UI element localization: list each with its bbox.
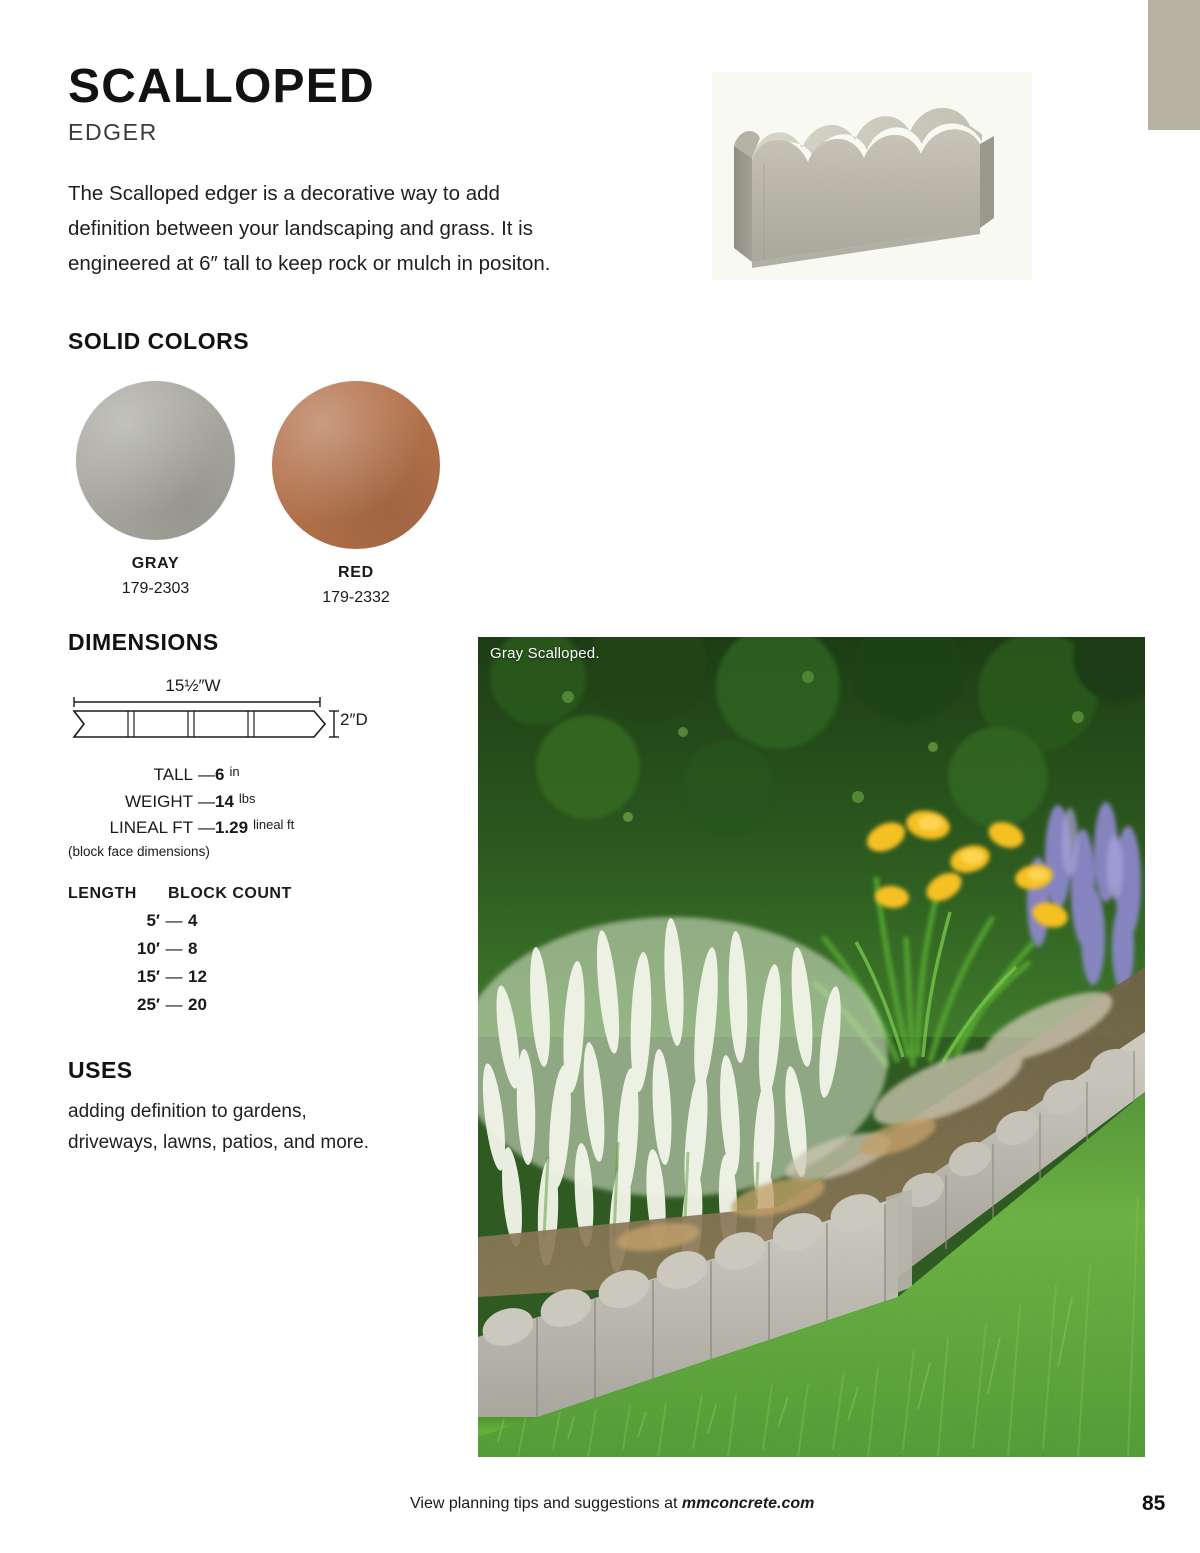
product-description: The Scalloped edger is a decorative way to add definition between your landscaping and grass. It is engineered at 6″ tall to keep rock or mulch in positon. [68, 181, 551, 276]
depth-dimension-label: 2″D [340, 709, 368, 729]
spec-tall-value: 6 [215, 764, 225, 784]
page-number: 85 [1142, 1492, 1166, 1515]
table-row [68, 911, 358, 931]
width-dimension-label: 15½″W [165, 675, 221, 695]
spec-weight-dash: — [198, 791, 215, 811]
color-swatch-red[interactable] [272, 381, 440, 607]
row-dash: — [165, 995, 183, 1015]
spec-list [68, 762, 368, 860]
spec-weight [68, 789, 368, 816]
spec-tall-unit: in [229, 763, 240, 779]
spec-weight-unit: lbs [238, 790, 256, 806]
red-swatch-code: 179-2332 [322, 588, 390, 606]
block-count-table [68, 885, 358, 1015]
red-swatch-name: RED [338, 563, 374, 581]
spec-lineal-ft [68, 815, 368, 842]
table-row [68, 939, 358, 959]
row-count: 4 [188, 911, 198, 931]
garden-scene-illustration [478, 637, 1145, 1457]
block-count-header-length: LENGTH [68, 885, 137, 903]
solid-colors-heading: SOLID COLORS [68, 327, 250, 354]
gray-swatch-code: 179-2303 [121, 579, 190, 597]
row-length: 25′ [137, 995, 160, 1015]
red-swatch-disc [272, 381, 440, 549]
color-swatch-row [68, 381, 568, 611]
footer-note-text: View planning tips and suggestions at [410, 1495, 682, 1512]
block-count-header-row [68, 885, 358, 903]
row-count: 8 [188, 939, 198, 959]
row-dash: — [165, 911, 183, 931]
uses-heading: USES [68, 1057, 133, 1084]
table-row [68, 967, 358, 987]
footer-note [410, 1495, 814, 1513]
row-dash: — [165, 967, 183, 987]
row-count: 12 [188, 967, 207, 987]
color-swatch-gray[interactable] [76, 381, 235, 598]
block-count-header-count: BLOCK COUNT [168, 885, 292, 903]
page-edge-tab [1148, 0, 1200, 130]
row-length: 15′ [137, 967, 160, 987]
photo-caption: Gray Scalloped. [490, 645, 600, 662]
row-length: 5′ [146, 911, 160, 931]
row-length: 10′ [137, 939, 160, 959]
spec-tall-dash: — [198, 764, 215, 784]
scalloped-block-illustration [712, 72, 1032, 280]
product-hero-image [712, 72, 1032, 280]
row-dash: — [165, 939, 183, 959]
spec-tall [68, 762, 368, 789]
uses-body: adding definition to gardens, driveways, lawns, patios, and more. [68, 1101, 369, 1153]
spec-note: (block face dimensions) [68, 844, 210, 860]
spec-lineal-ft-dash: — [198, 818, 215, 838]
spec-tall-key: TALL [153, 764, 193, 784]
dimensions-heading: DIMENSIONS [68, 628, 219, 655]
page-title: SCALLOPED [68, 60, 375, 113]
spec-lineal-ft-key: LINEAL FT [109, 818, 193, 838]
gray-swatch-name: GRAY [131, 554, 180, 572]
spec-lineal-ft-value: 1.29 [215, 818, 249, 838]
dimension-diagram [68, 675, 388, 748]
table-row [68, 995, 358, 1015]
garden-application-photo [478, 637, 1145, 1457]
spec-weight-key: WEIGHT [125, 791, 193, 811]
row-count: 20 [188, 995, 207, 1015]
spec-lineal-ft-unit: lineal ft [253, 817, 295, 833]
spec-weight-value: 14 [215, 791, 234, 811]
gray-swatch-disc [76, 381, 235, 540]
footer-website[interactable]: mmconcrete.com [681, 1495, 815, 1512]
page-subtitle: EDGER [68, 118, 158, 145]
